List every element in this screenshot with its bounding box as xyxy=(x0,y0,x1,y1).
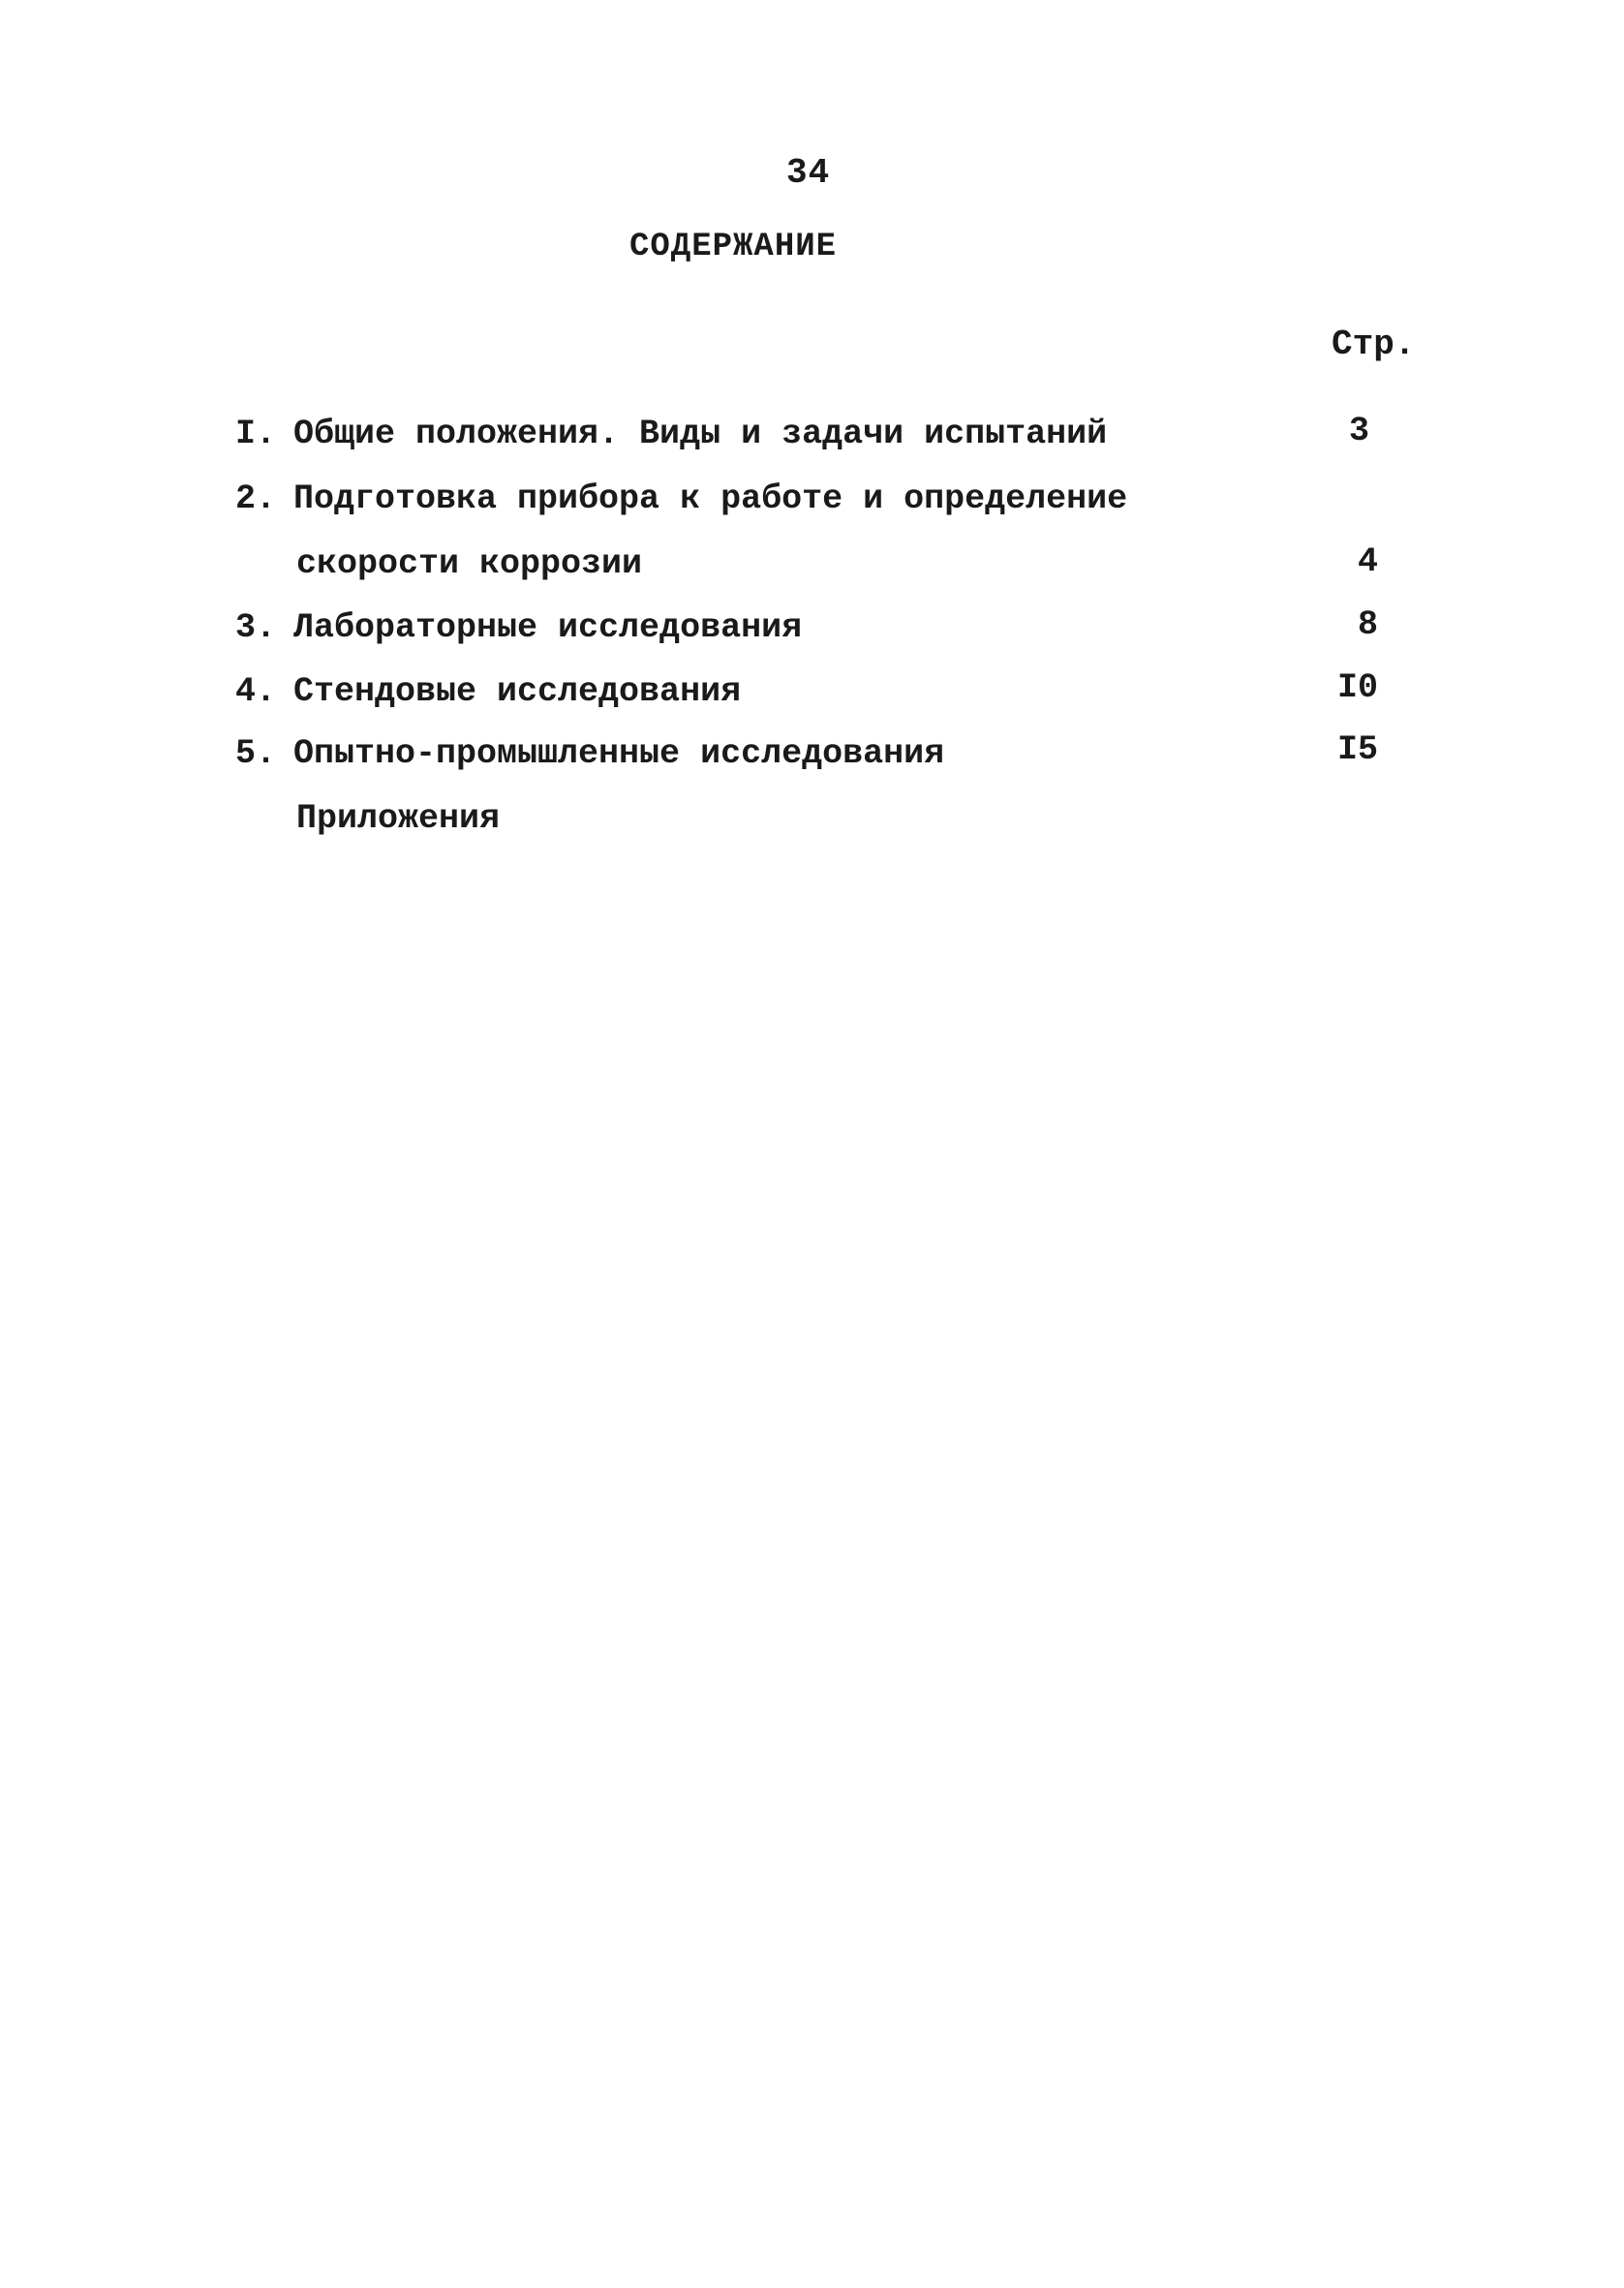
toc-entry-page: I5 xyxy=(1337,730,1379,769)
toc-entry-page: 3 xyxy=(1349,412,1370,450)
toc-entry-4 xyxy=(235,672,741,711)
page-number: 34 xyxy=(786,153,831,193)
toc-entry-number: 5. xyxy=(235,734,277,773)
toc-entry-2 xyxy=(235,479,1127,518)
toc-entry-1 xyxy=(235,415,1107,453)
page-column-header: Стр. xyxy=(1332,325,1416,364)
toc-entry-page: 4 xyxy=(1358,542,1379,581)
toc-entry-number: I. xyxy=(235,415,277,453)
toc-entry-text: Подготовка прибора к работе и определение xyxy=(293,479,1128,518)
toc-entry-text: Общие положения. Виды и задачи испытаний xyxy=(293,415,1108,453)
toc-entry-number: 2. xyxy=(235,479,277,518)
toc-entry-text: Лабораторные исследования xyxy=(293,608,803,647)
toc-entry-text: Стендовые исследования xyxy=(293,672,742,711)
page-title: СОДЕРЖАНИЕ xyxy=(629,229,838,265)
toc-appendix: Приложения xyxy=(296,799,501,838)
toc-entry-text-continued: скорости коррозии xyxy=(296,544,643,583)
toc-entry-5 xyxy=(235,734,944,773)
toc-entry-number: 3. xyxy=(235,608,277,647)
toc-entry-page: 8 xyxy=(1358,605,1379,644)
toc-entry-number: 4. xyxy=(235,672,277,711)
toc-entry-3 xyxy=(235,608,802,647)
toc-entry-page: I0 xyxy=(1337,668,1379,707)
toc-entry-text: Опытно-промышленные исследования xyxy=(293,734,945,773)
